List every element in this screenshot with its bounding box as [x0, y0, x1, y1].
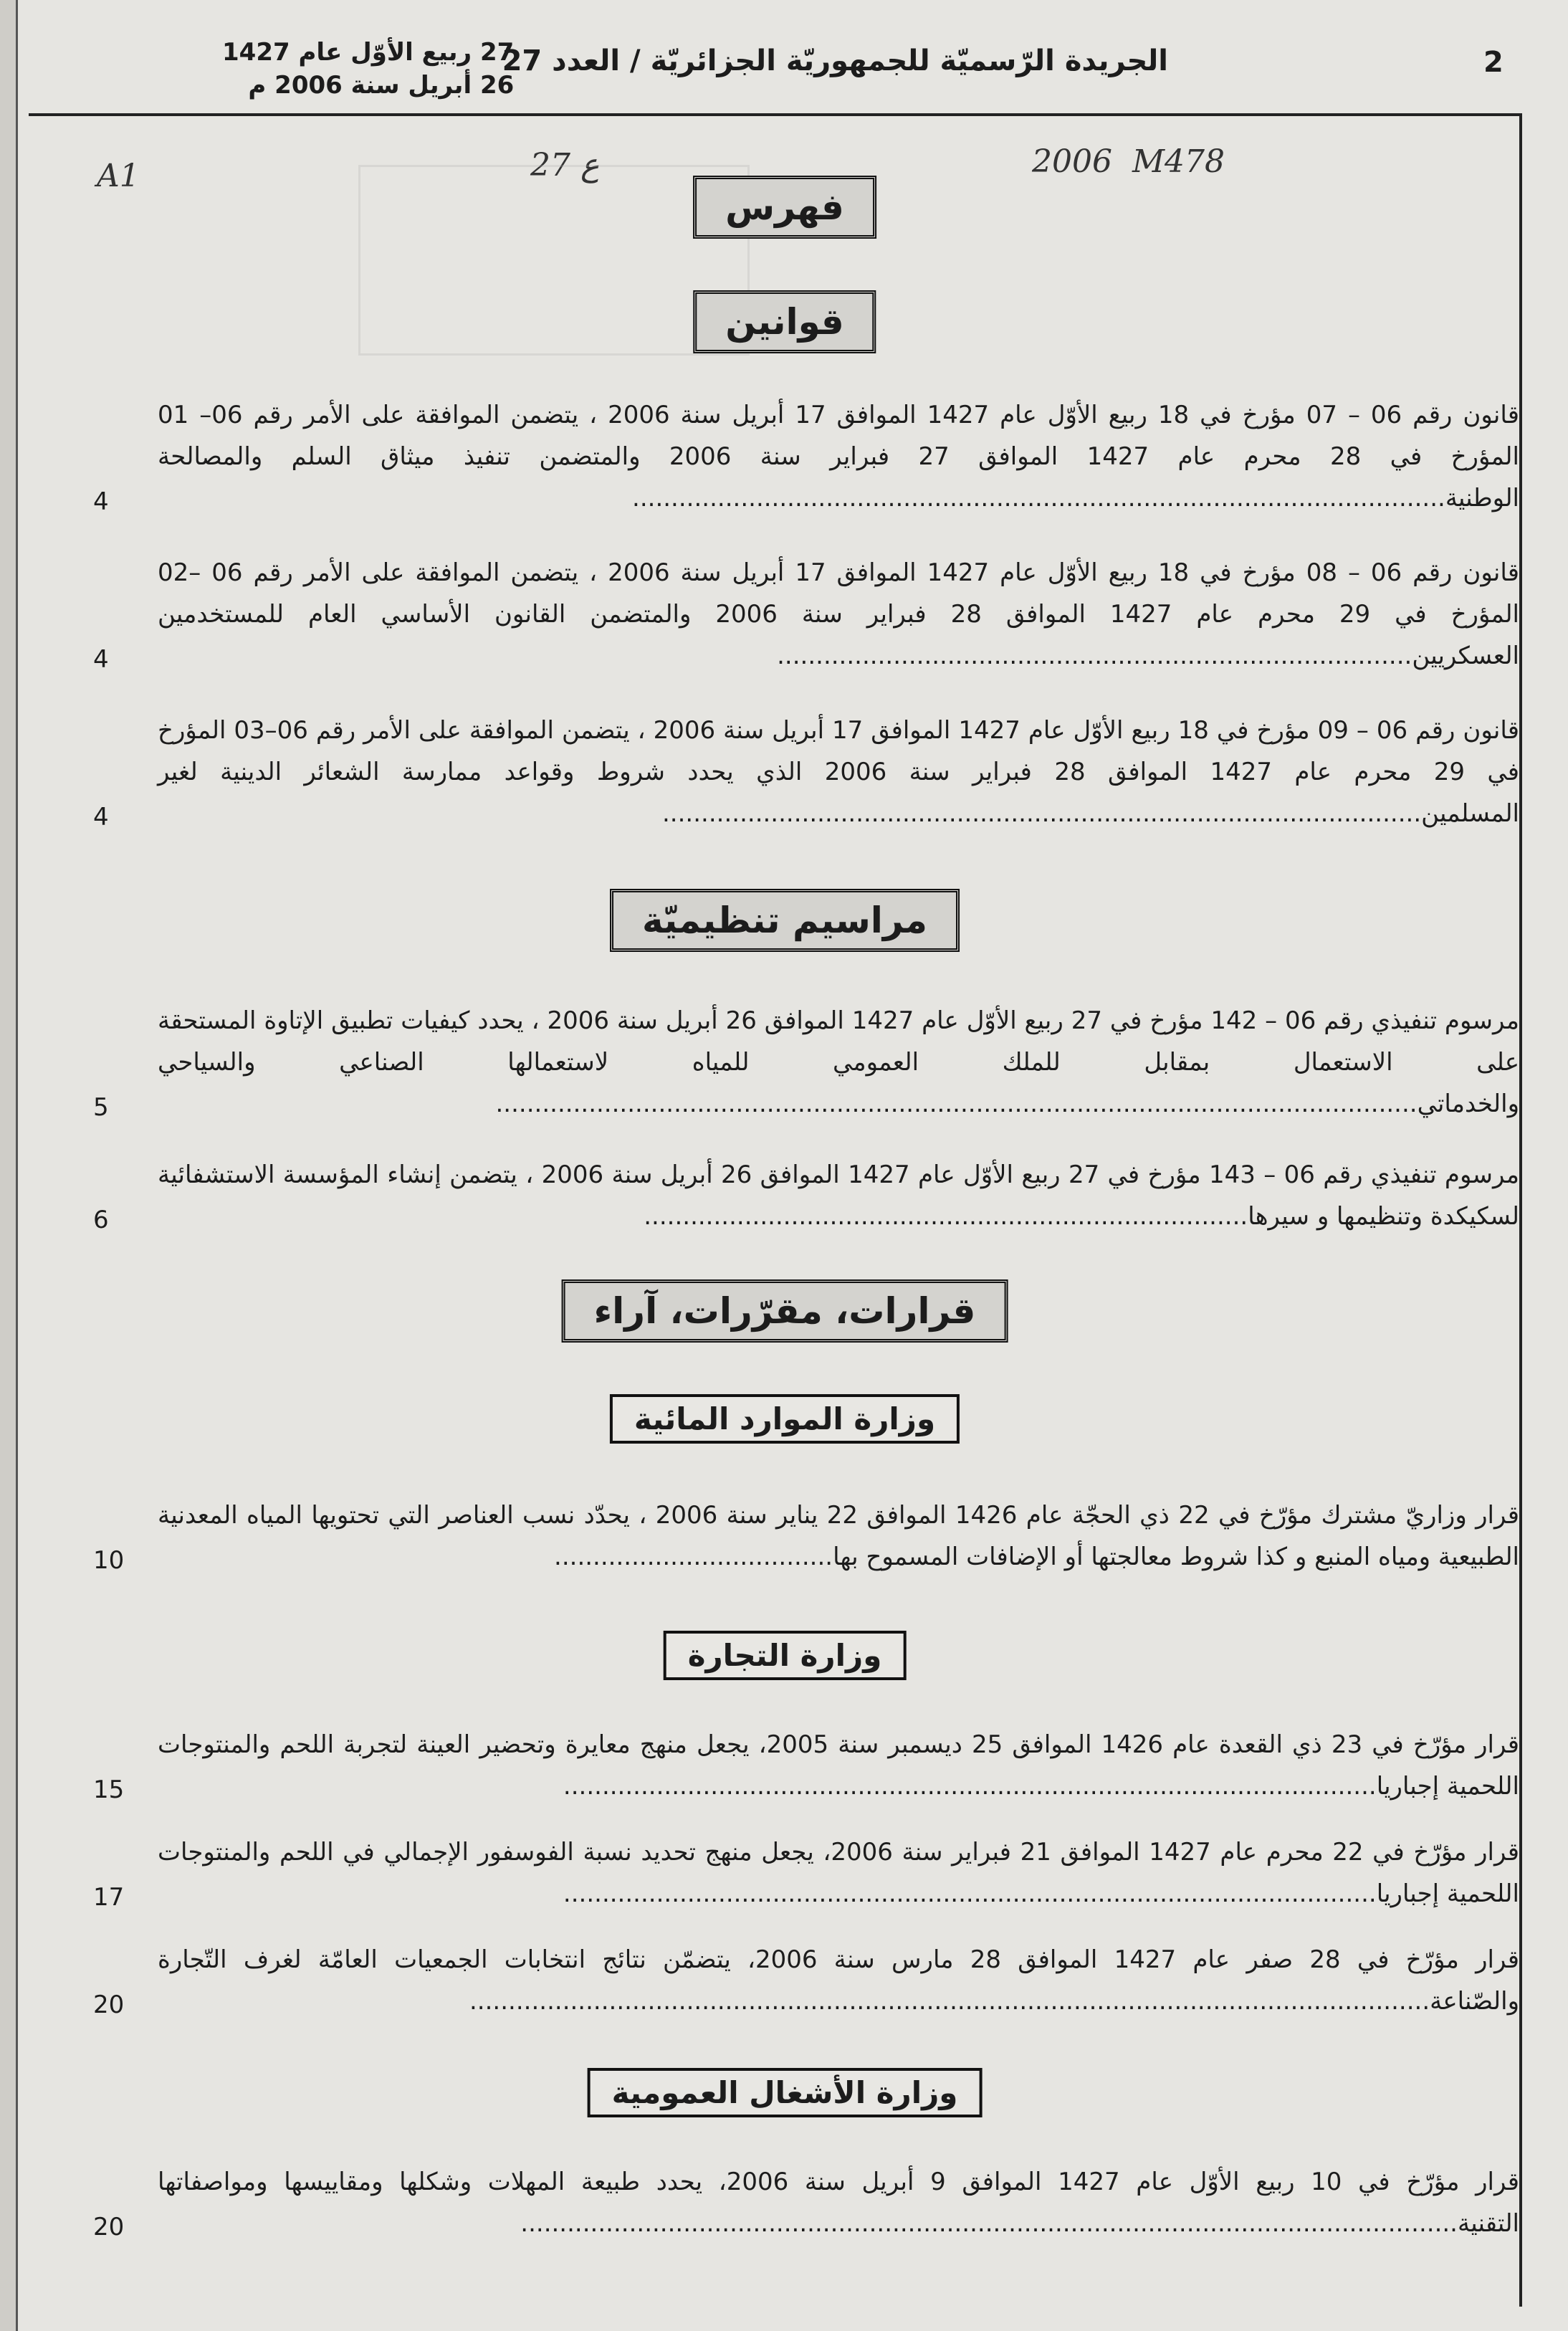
toc-entry-page: 17 [93, 1883, 125, 1912]
toc-entry-text: قرار مؤرّخ في 22 محرم عام 1427 الموافق 21 فبراير سنة 2006، يجعل منهج تحديد نسبة الفوسفور الإجمالي في اللحم والمنتوجات اللحمية إجباريا......................................................................................................... [158, 1838, 1520, 1908]
issue-date-gregorian: 26 أبريل سنة 2006 م [248, 71, 515, 100]
toc-entry-text: قانون رقم 06 – 09 مؤرخ في 18 ربيع الأوّل عام 1427 الموافق 17 أبريل سنة 2006 ، يتضمن الموافقة على الأمر رقم 06–03 المؤرخ في 29 محرم عام 1427 الموافق 28 فبراير سنة 2006 الذي يحدد شروط وقواعد ممارسة الشعائر الدينية لغير المسلمين.................................................................................................. [158, 716, 1519, 828]
toc-entry [93, 1000, 1519, 1125]
toc-entry-text: قرار مؤرّخ في 23 ذي القعدة عام 1426 الموافق 25 ديسمبر سنة 2005، يجعل منهج معايرة وتحضير العينة لتجربة اللحم والمنتوجات اللحمية إجباريا......................................................................................................... [158, 1730, 1520, 1801]
issue-date [222, 36, 514, 102]
toc-entry-page: 4 [93, 487, 109, 516]
toc-entry [93, 394, 1519, 519]
toc-entry-page: 6 [93, 1206, 109, 1234]
handwritten-ref: M478 [1132, 143, 1225, 180]
toc-entry [93, 1939, 1519, 2022]
header-rule [29, 113, 1519, 116]
toc-title: فهرس [693, 176, 876, 239]
handwritten-year: 2006 [1032, 143, 1112, 180]
faint-stamp [358, 165, 750, 356]
toc-entry-page: 10 [93, 1546, 125, 1575]
toc-entry-text: قانون رقم 06 – 07 مؤرخ في 18 ربيع الأوّل عام 1427 الموافق 17 أبريل سنة 2006 ، يتضمن الموافقة على الأمر رقم 06– 01 المؤرخ في 28 محرم عام 1427 الموافق 27 فبراير سنة 2006 والمتضمن تنفيذ ميثاق السلم والمصالحة الوطنية......................................................................................................... [158, 401, 1520, 513]
handwritten-left: A1 [97, 158, 140, 194]
ministry-heading-commerce: وزارة التجارة [664, 1631, 907, 1680]
toc-entry [93, 552, 1519, 677]
toc-entry [93, 1831, 1519, 1915]
toc-entry-page: 20 [93, 2213, 125, 2241]
section-heading-laws: قوانين [693, 290, 876, 353]
right-margin-rule [1519, 113, 1522, 2307]
document-page [29, 22, 1541, 2308]
toc-entry-text: قرار مؤرّخ في 10 ربيع الأوّل عام 1427 الموافق 9 أبريل سنة 2006، يحدد طبيعة المهلات وشكلها ومقاييسها ومواصفاتها التقنية......................................................................................................................... [158, 2168, 1520, 2238]
toc-entry-text: مرسوم تنفيذي رقم 06 – 142 مؤرخ في 27 ربيع الأوّل عام 1427 الموافق 26 أبريل سنة 2006 ، يحدد كيفيات تطبيق الإتاوة المستحقة على الاستعمال بمقابل للملك العمومي للمياه لاستعمالها الصناعي والسياحي والخدماتي....................................................................................................................... [158, 1006, 1519, 1118]
section-heading-decisions: قرارات، مقرّرات، آراء [562, 1279, 1008, 1343]
toc-entry [93, 710, 1519, 834]
toc-entry-page: 15 [93, 1775, 125, 1804]
journal-title: الجريدة الرّسميّة للجمهوريّة الجزائريّة / العدد 27 [502, 44, 1168, 77]
ministry-heading-public-works: وزارة الأشغال العمومية [588, 2068, 983, 2117]
toc-entry-page: 5 [93, 1093, 109, 1122]
section-heading-decrees: مراسيم تنظيميّة [610, 889, 960, 952]
toc-entry-text: مرسوم تنفيذي رقم 06 – 143 مؤرخ في 27 ربيع الأوّل عام 1427 الموافق 26 أبريل سنة 2006 ، يتضمن إنشاء المؤسسة الاستشفائية لسكيكدة وتنظيمها و سيرها.............................................................................. [158, 1160, 1519, 1231]
toc-entry-page: 4 [93, 803, 109, 831]
toc-entry [93, 2161, 1519, 2244]
handwritten-center: 27 ع [530, 147, 600, 183]
toc-entry [93, 1724, 1519, 1807]
page-edge [0, 0, 18, 2331]
toc-entry-page: 20 [93, 1991, 125, 2019]
issue-date-hijri: 27 ربيع الأوّل عام 1427 [222, 38, 515, 67]
page-number: 2 [1483, 46, 1504, 79]
toc-entry-text: قرار مؤرّخ في 28 صفر عام 1427 الموافق 28 مارس سنة 2006، يتضمّن نتائج انتخابات الجمعيات العامّة لغرف التّجارة والصّناعة............................................................................................................................ [158, 1945, 1519, 2016]
toc-entry-page: 4 [93, 645, 109, 674]
running-header [29, 22, 1541, 108]
toc-entry-text: قرار وزاريّ مشترك مؤرّخ في 22 ذي الحجّة عام 1426 الموافق 22 يناير سنة 2006 ، يحدّد نسب العناصر التي تحتويها المياه المعدنية الطبيعية ومياه المنبع و كذا شروط معالجتها أو الإضافات المسموح بها.................................... [158, 1501, 1520, 1571]
toc-entry-text: قانون رقم 06 – 08 مؤرخ في 18 ربيع الأوّل عام 1427 الموافق 17 أبريل سنة 2006 ، يتضمن الموافقة على الأمر رقم 06 –02 المؤرخ في 29 محرم عام 1427 الموافق 28 فبراير سنة 2006 والمتضمن القانون الأساسي العام للمستخدمين العسكريين.................................................................................. [158, 558, 1520, 670]
ministry-heading-water: وزارة الموارد المائية [610, 1394, 960, 1444]
toc-entry [93, 1495, 1519, 1578]
toc-entry [93, 1154, 1519, 1237]
